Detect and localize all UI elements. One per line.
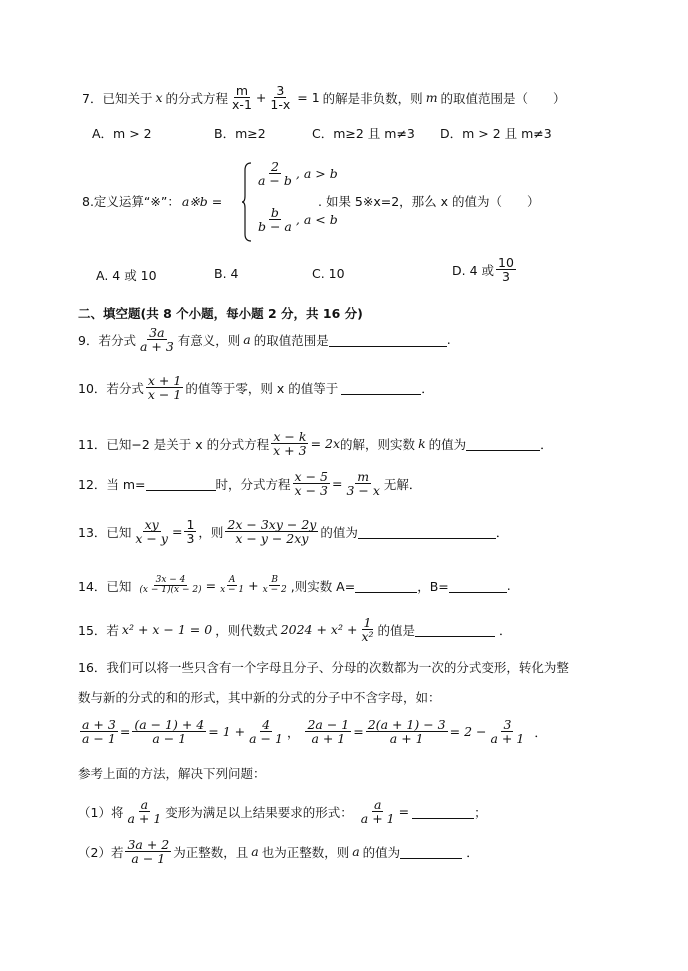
q16-ex1-equals: = — [119, 724, 131, 740]
q14-fraction-3 — [261, 576, 289, 596]
q16-part-2 — [78, 838, 479, 865]
q14-f2-denominator: x − 1 — [220, 585, 245, 596]
q14-mid: ，B= — [417, 578, 449, 594]
q16-p1b-denominator: a + 1 — [360, 811, 395, 827]
q16-ex1b-denominator: a − 1 — [152, 731, 187, 747]
q12-answer-blank[interactable] — [146, 477, 216, 491]
q7-f2-denominator: 1-x — [270, 97, 291, 113]
q7-f1-numerator: m — [235, 83, 249, 98]
q10-fraction — [146, 374, 183, 401]
q15-pre: 15．若 — [78, 622, 119, 638]
q16-ex1-rhs — [247, 718, 285, 745]
q13-equals: = — [171, 524, 183, 540]
q12-f2-denominator: 3 − x — [346, 483, 380, 499]
q10-end: ． — [421, 380, 434, 396]
q13-f3-denominator: x − y − 2xy — [235, 531, 309, 547]
q14-plus: + — [248, 578, 259, 594]
q11-post2: 的值为 — [428, 436, 467, 452]
q16-p2-fraction — [125, 838, 171, 865]
q9-numerator: 3a — [149, 325, 165, 340]
q14-line — [78, 576, 511, 596]
q16-ex1b-numerator: (a − 1) + 4 — [134, 717, 205, 732]
q16-separator: ， — [286, 724, 300, 740]
q7-var-m: m — [425, 90, 438, 106]
q14-answer-b-blank[interactable] — [449, 579, 507, 593]
q10-pre: 10．若分式 — [78, 380, 144, 396]
q13-pre: 13．已知 — [78, 524, 132, 540]
q16-p2-mid: 为正整数，且 — [173, 844, 249, 860]
q7-option-c[interactable]: C．m≥2 且 m≠3 — [312, 126, 415, 141]
q8-option-d[interactable] — [452, 256, 518, 283]
q7-prefix: 7．已知关于 — [82, 90, 153, 106]
q9-pre: 9．若分式 — [78, 332, 136, 348]
q14-f1-numerator: 3x − 4 — [155, 575, 186, 585]
q14-answer-a-blank[interactable] — [355, 579, 417, 593]
q7-pre: 的分式方程 — [165, 90, 229, 106]
q11-answer-blank[interactable] — [466, 437, 540, 451]
q8-optd-numerator: 10 — [498, 255, 514, 270]
q10-denominator: x − 1 — [147, 387, 182, 403]
q9-answer-blank[interactable] — [329, 333, 447, 347]
q16-ex2b-denominator: a + 1 — [389, 731, 424, 747]
q7-option-b[interactable]: B．m≥2 — [214, 126, 266, 141]
q8-c2-denominator: b − a — [258, 219, 292, 235]
q9-denominator: a + 3 — [139, 339, 174, 355]
q15-equation: x² + x − 1 = 0 — [121, 622, 213, 638]
q11-post1: 的解，则实数 — [340, 436, 416, 452]
q16-ex2b-equals: = 2 − — [449, 724, 487, 740]
q8-piecewise-brace — [242, 162, 252, 242]
q7-f1-denominator: x-1 — [232, 97, 252, 113]
q13-fraction-2 — [184, 518, 196, 545]
q15-fraction — [359, 616, 375, 643]
q15-answer-blank[interactable] — [415, 623, 495, 637]
q8-case-2 — [254, 206, 338, 233]
q12-fraction-2 — [344, 470, 381, 497]
section-2-heading — [78, 304, 363, 322]
q14-fraction-1 — [137, 576, 203, 596]
q13-mid: ，则 — [198, 524, 224, 540]
q8-pre: 8.定义运算“※”： — [82, 194, 180, 209]
q14-equals: = — [205, 578, 217, 594]
q16-line-2: 数与新的分式的和的形式，其中新的分式的分子中不含字母，如： — [78, 690, 441, 705]
q16-ex2-equals: = — [353, 724, 364, 740]
q16-ex1-mid — [132, 718, 206, 745]
q7-plus: + — [255, 90, 267, 106]
q16-ex1c-numerator: 4 — [262, 717, 271, 732]
q15-denominator: x² — [361, 629, 374, 645]
q14-f1-denominator: (x − 1)(x − 2) — [139, 585, 202, 596]
q7-option-d[interactable]: D．m > 2 且 m≠3 — [440, 126, 552, 141]
q8-c1-numerator: 2 — [270, 159, 279, 174]
q8-case-2-fraction — [256, 206, 294, 233]
q15-expression: 2024 + x² + — [280, 622, 358, 638]
q14-fraction-2 — [218, 576, 246, 596]
q9-fraction — [138, 326, 176, 353]
q16-ex2b-numerator: 2(a + 1) − 3 — [367, 717, 446, 732]
q9-line — [78, 326, 451, 353]
q16-ex2-lhs — [305, 718, 351, 745]
q12-post: 无解． — [383, 476, 422, 492]
q9-post2: 的取值范围是 — [253, 332, 329, 348]
q11-fraction — [271, 430, 308, 457]
q13-end: ． — [495, 524, 509, 540]
q16-p2-pre: （2）若 — [78, 844, 124, 860]
q14-f2-numerator: A — [228, 575, 236, 585]
q16-ex1-denominator: a − 1 — [82, 731, 116, 747]
q8-case-1-condition: , a > b — [295, 166, 338, 182]
q7-f2-numerator: 3 — [276, 83, 285, 98]
q11-denominator: x + 3 — [273, 443, 307, 459]
q10-line — [78, 374, 434, 401]
q13-f2-denominator: 3 — [186, 531, 195, 547]
q13-answer-blank[interactable] — [358, 525, 496, 539]
q16-p1-fraction — [125, 798, 163, 825]
q12-pre: 12．当 m= — [78, 476, 146, 492]
q14-f3-numerator: B — [271, 575, 278, 585]
q11-line — [78, 430, 553, 457]
q16-line-4: 参考上面的方法，解决下列问题： — [78, 766, 266, 781]
q15-numerator: 1 — [363, 615, 372, 630]
q8-case-2-condition: , a < b — [295, 212, 338, 228]
q16-ex2-denominator: a + 1 — [311, 731, 346, 747]
q8-option-a[interactable]: A. 4 或 10 — [96, 268, 157, 283]
q7-post2: 的取值范围是（ ） — [440, 90, 566, 106]
q16-p2-mid2: 也为正整数，则 — [261, 844, 350, 860]
q11-end: ． — [540, 436, 553, 452]
q16-p1-numerator: a — [140, 797, 149, 812]
q7-equals: = 1 — [297, 90, 320, 106]
q16-p2-post: 的值为 — [362, 844, 401, 860]
q16-ex2c-denominator: a + 1 — [490, 731, 525, 747]
q14-pre: 14．已知 — [78, 578, 132, 594]
q8-case-1-fraction — [256, 160, 294, 187]
q8-c2-numerator: b — [270, 205, 279, 220]
q16-ex1-numerator: a + 3 — [82, 717, 116, 732]
q13-f1-numerator: xy — [144, 517, 159, 532]
q12-mid: 时，分式方程 — [215, 476, 291, 492]
q14-end: . — [506, 578, 511, 594]
q15-mid: ，则代数式 — [215, 622, 278, 638]
q13-post: 的值为 — [320, 524, 358, 540]
q16-ex1b-equals: = 1 + — [208, 724, 246, 740]
q16-p1b-numerator: a — [373, 797, 382, 812]
q13-f1-denominator: x − y — [135, 531, 168, 547]
q12-fraction-1 — [293, 470, 330, 497]
q14-f3-denominator: x − 2 — [262, 585, 287, 596]
q11-equals: = 2x — [310, 436, 341, 452]
q13-fraction-3 — [225, 518, 318, 545]
q7-fraction-1 — [230, 84, 254, 111]
q8-option-d-fraction — [496, 256, 516, 283]
q12-line — [78, 470, 421, 497]
q12-f1-numerator: x − 5 — [294, 469, 328, 484]
q13-f3-numerator: 2x − 3xy − 2y — [227, 517, 317, 532]
q12-f1-denominator: x − 3 — [294, 483, 328, 499]
q13-fraction-1 — [133, 518, 170, 545]
q15-end: ． — [499, 622, 512, 638]
q9-post1: 有意义，则 — [177, 332, 241, 348]
q16-ex1c-denominator: a − 1 — [249, 731, 283, 747]
q16-ex-end: ． — [534, 724, 547, 740]
q13-line — [78, 518, 508, 545]
q10-post: 的值等于零，则 x 的值等于 — [185, 380, 339, 396]
q16-p2-var: a — [251, 844, 259, 860]
q16-p1-pre: （1）将 — [78, 804, 124, 820]
q16-p1-end: ； — [474, 804, 487, 820]
q16-p1-answer-blank[interactable] — [412, 805, 474, 819]
q8-case-1 — [254, 160, 338, 187]
q11-numerator: x − k — [273, 429, 307, 444]
q8-expression: a※b = — [181, 193, 223, 209]
q16-p1-mid: 变形为满足以上结果要求的形式： — [165, 804, 353, 820]
q16-p2-denominator: a − 1 — [131, 851, 166, 867]
q16-ex2c-numerator: 3 — [503, 717, 512, 732]
q16-ex1-lhs — [80, 718, 118, 745]
section-2-title: 二、填空题(共 8 个小题，每小题 2 分，共 16 分) — [78, 306, 363, 321]
q8-prefix — [82, 192, 222, 210]
q16-line-1: 16．我们可以将一些只含有一个字母且分子、分母的次数都为一次的分式变形，转化为整 — [78, 660, 569, 675]
q12-f2-numerator: m — [357, 469, 370, 484]
q11-pre: 11．已知−2 是关于 x 的分式方程 — [78, 436, 270, 452]
q16-p1-equals: = — [398, 804, 410, 820]
q8-option-c[interactable]: C. 10 — [312, 266, 345, 281]
q7-var-x: x — [155, 90, 163, 106]
q16-ex2-rhs — [489, 718, 527, 745]
q16-p2-numerator: 3a + 2 — [127, 837, 170, 852]
q8-c1-denominator: a − b — [258, 173, 292, 189]
q8-optd-denominator: 3 — [501, 269, 510, 285]
q14-post: ,则实数 A= — [290, 578, 356, 594]
q8-option-b[interactable]: B. 4 — [214, 266, 239, 281]
q16-p2-var2: a — [352, 844, 360, 860]
q10-numerator: x + 1 — [147, 373, 182, 388]
q15-post: 的值是 — [377, 622, 416, 638]
q8-post: . 如果 5※x=2，那么 x 的值为（ ） — [318, 194, 540, 209]
q7-fraction-2 — [268, 84, 292, 111]
q16-examples — [78, 718, 547, 745]
q16-ex2-numerator: 2a − 1 — [307, 717, 350, 732]
q13-f2-numerator: 1 — [186, 517, 195, 532]
q16-part-1 — [78, 798, 487, 825]
q9-var: a — [243, 332, 251, 348]
q7-post1: 的解是非负数，则 — [322, 90, 423, 106]
q8-option-d-label: D. 4 或 — [452, 262, 494, 278]
q16-p2-end: ． — [466, 844, 479, 860]
q16-p1-fraction-b — [359, 798, 397, 825]
q16-ex2-mid — [366, 718, 448, 745]
q11-var: k — [418, 436, 426, 452]
q16-p1-denominator: a + 1 — [127, 811, 162, 827]
q12-equals: = — [331, 476, 343, 492]
q16-p2-answer-blank[interactable] — [400, 845, 462, 859]
q9-end: . — [446, 332, 451, 348]
q7-line — [82, 84, 566, 111]
q10-answer-blank[interactable] — [341, 381, 421, 395]
q15-line — [78, 616, 512, 643]
q7-option-a[interactable]: A．m > 2 — [92, 126, 152, 141]
